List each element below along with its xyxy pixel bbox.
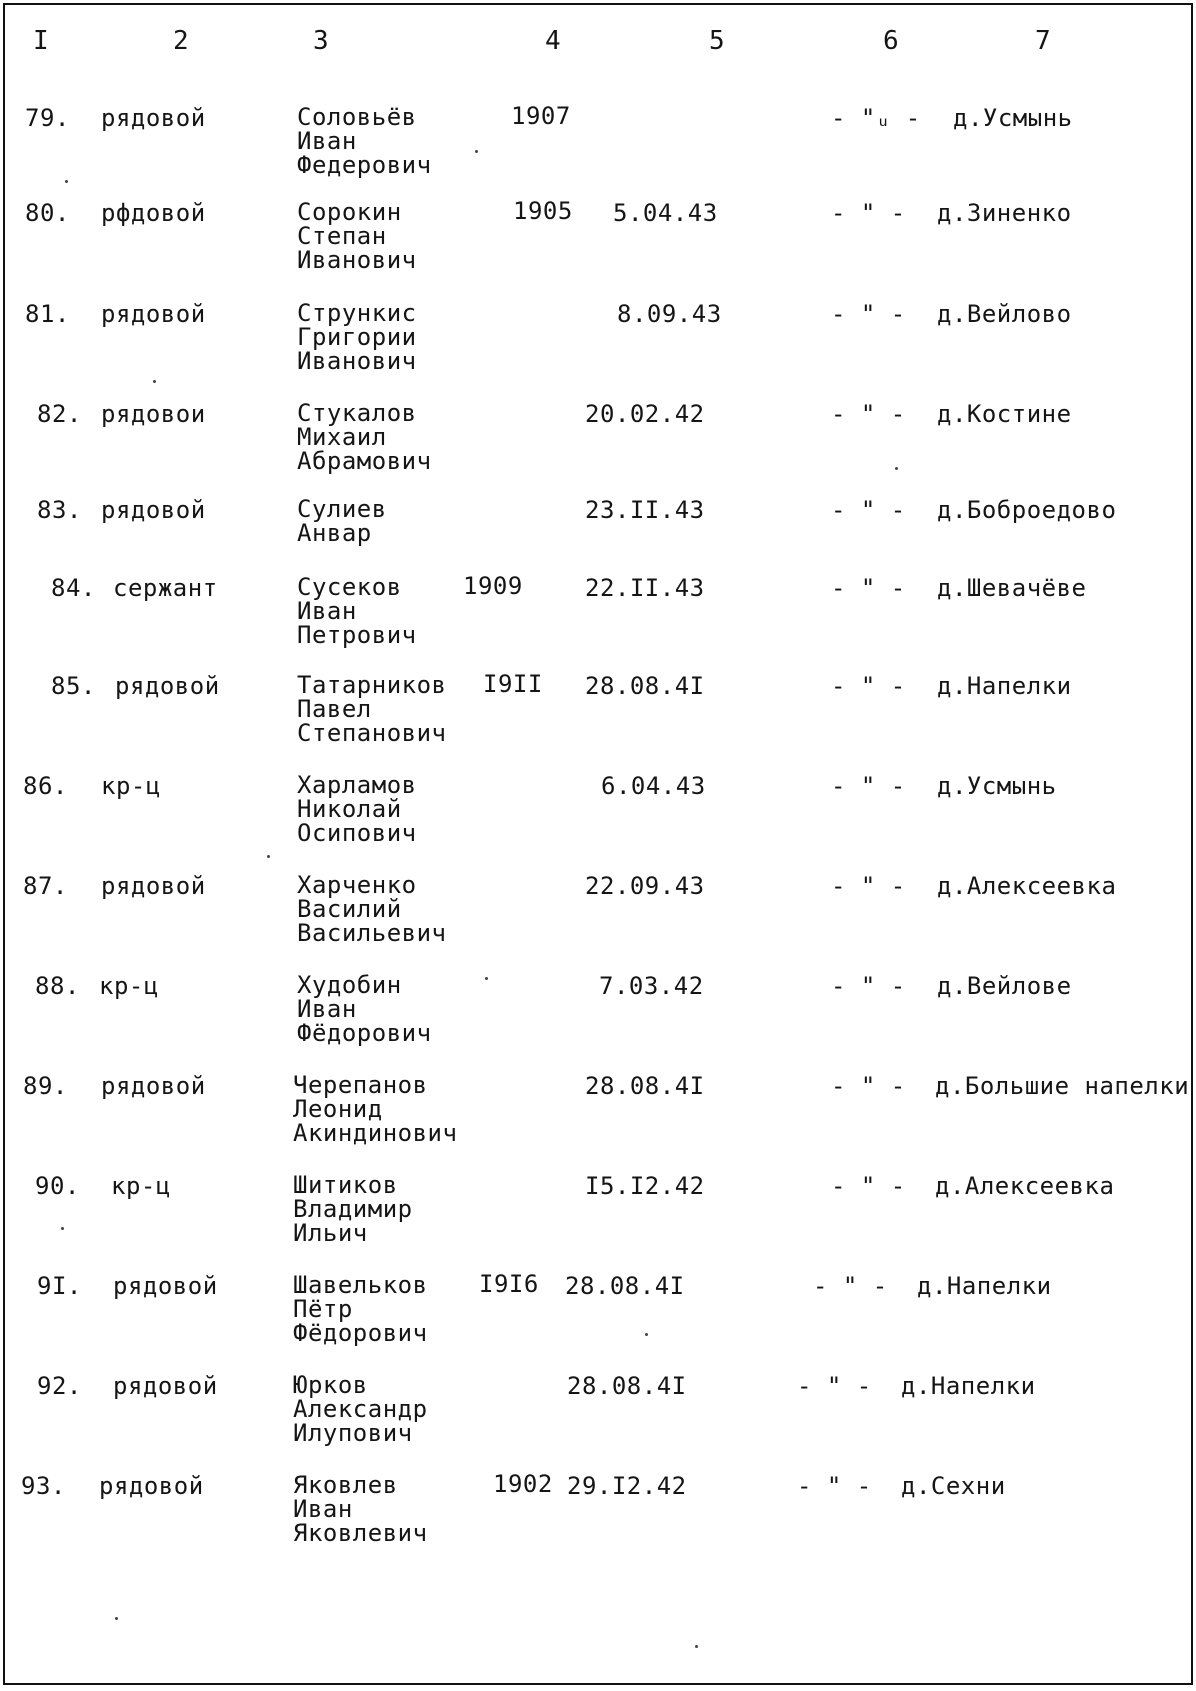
row-death-date: 23.II.43 <box>585 496 705 524</box>
name-part: Черепанов <box>293 1071 428 1099</box>
row-ditto-mark: - " - <box>831 574 906 602</box>
row-rank: рядовой <box>101 872 206 900</box>
scan-speck <box>61 1227 64 1230</box>
name-part: Николай <box>297 795 402 823</box>
row-death-date: I5.I2.42 <box>585 1172 705 1200</box>
row-death-date: 28.08.4I <box>565 1272 685 1300</box>
row-full-name <box>297 575 417 647</box>
row-rank: рфдовой <box>101 199 206 227</box>
name-part: Иван <box>297 995 357 1023</box>
row-rank: рядовой <box>101 300 206 328</box>
row-number: 90. <box>35 1172 80 1200</box>
row-burial-place: д.Вейлове <box>937 972 1072 1000</box>
name-part: Фёдорович <box>297 1019 432 1047</box>
column-header-4: 4 <box>545 26 562 56</box>
row-full-name <box>297 200 417 272</box>
row-birth-year: I9I6 <box>479 1270 539 1298</box>
name-part: Илупович <box>293 1419 413 1447</box>
row-ditto-mark: - "ᵤ - <box>831 104 921 132</box>
name-part: Сусеков <box>297 573 402 601</box>
name-part: Иванович <box>297 347 417 375</box>
name-part: Абрамович <box>297 447 432 475</box>
row-death-date: 28.08.4I <box>585 1072 705 1100</box>
row-birth-year: 1909 <box>463 572 523 600</box>
name-part: Шитиков <box>293 1171 398 1199</box>
row-ditto-mark: - " - <box>831 1072 906 1100</box>
row-ditto-mark: - " - <box>797 1372 872 1400</box>
row-full-name <box>293 1473 428 1545</box>
scan-speck <box>895 467 898 470</box>
row-rank: сержант <box>113 574 218 602</box>
row-number: 92. <box>37 1372 82 1400</box>
name-part: Худобин <box>297 971 402 999</box>
name-part: Харламов <box>297 771 417 799</box>
row-rank: кр-ц <box>99 972 159 1000</box>
scan-speck <box>645 1333 648 1336</box>
scan-speck <box>65 180 68 183</box>
row-number: 83. <box>37 496 82 524</box>
name-part: Васильевич <box>297 919 447 947</box>
row-burial-place: д.Костине <box>937 400 1072 428</box>
row-full-name <box>297 773 417 845</box>
row-death-date: 8.09.43 <box>617 300 722 328</box>
name-part: Иван <box>297 127 357 155</box>
column-header-6: 6 <box>883 26 900 56</box>
row-burial-place: д.Боброедово <box>937 496 1117 524</box>
row-rank: рядовой <box>101 104 206 132</box>
name-part: Иванович <box>297 246 417 274</box>
name-part: Стрункис <box>297 299 417 327</box>
row-death-date: 22.II.43 <box>585 574 705 602</box>
name-part: Александр <box>293 1395 428 1423</box>
row-rank: кр-ц <box>111 1172 171 1200</box>
row-full-name <box>297 673 447 745</box>
name-part: Степан <box>297 222 387 250</box>
row-birth-year: 1902 <box>493 1470 553 1498</box>
row-rank: кр-ц <box>101 772 161 800</box>
row-number: 88. <box>35 972 80 1000</box>
name-part: Осипович <box>297 819 417 847</box>
row-number: 84. <box>51 574 96 602</box>
row-full-name <box>297 973 432 1045</box>
row-rank: рядовой <box>101 496 206 524</box>
row-number: 86. <box>23 772 68 800</box>
row-death-date: 29.I2.42 <box>567 1472 687 1500</box>
row-rank: рядовой <box>99 1472 204 1500</box>
name-part: Анвар <box>297 519 372 547</box>
name-part: Сорокин <box>297 198 402 226</box>
row-ditto-mark: - " - <box>831 672 906 700</box>
row-full-name <box>293 1373 428 1445</box>
row-birth-year: I9II <box>483 670 543 698</box>
row-full-name <box>297 105 432 177</box>
row-death-date: 6.04.43 <box>601 772 706 800</box>
row-death-date: 28.08.4I <box>585 672 705 700</box>
row-number: 9I. <box>37 1272 82 1300</box>
row-full-name <box>297 401 432 473</box>
row-number: 81. <box>25 300 70 328</box>
name-part: Василий <box>297 895 402 923</box>
row-full-name <box>297 497 387 545</box>
row-ditto-mark: - " - <box>797 1472 872 1500</box>
row-full-name <box>293 1073 457 1145</box>
row-number: 79. <box>25 104 70 132</box>
scan-speck <box>695 1645 698 1648</box>
name-part: Иван <box>293 1495 353 1523</box>
column-header-3: 3 <box>313 26 330 56</box>
row-number: 82. <box>37 400 82 428</box>
name-part: Иван <box>297 597 357 625</box>
column-header-1: I <box>33 26 50 56</box>
row-death-date: 5.04.43 <box>613 199 718 227</box>
name-part: Шавельков <box>293 1271 428 1299</box>
name-part: Соловьёв <box>297 103 417 131</box>
row-full-name <box>293 1173 413 1245</box>
row-number: 85. <box>51 672 96 700</box>
row-number: 89. <box>23 1072 68 1100</box>
row-number: 87. <box>23 872 68 900</box>
column-header-2: 2 <box>173 26 190 56</box>
row-birth-year: 1905 <box>513 197 573 225</box>
name-part: Акиндинович <box>293 1119 458 1147</box>
row-burial-place: д.Алексеевка <box>935 1172 1115 1200</box>
name-part: Пётр <box>293 1295 353 1323</box>
row-burial-place: д.Большие напелки <box>935 1072 1190 1100</box>
row-number: 80. <box>25 199 70 227</box>
row-burial-place: д.Напелки <box>937 672 1072 700</box>
row-birth-year: 1907 <box>511 102 571 130</box>
row-burial-place: д.Зиненко <box>937 199 1072 227</box>
row-burial-place: д.Усмынь <box>953 104 1073 132</box>
row-death-date: 7.03.42 <box>599 972 704 1000</box>
row-death-date: 22.09.43 <box>585 872 705 900</box>
row-burial-place: д.Алексеевка <box>937 872 1117 900</box>
row-rank: рядовой <box>115 672 220 700</box>
name-part: Юрков <box>293 1371 368 1399</box>
row-death-date: 20.02.42 <box>585 400 705 428</box>
row-rank: рядовои <box>101 400 206 428</box>
row-burial-place: д.Вейлово <box>937 300 1072 328</box>
name-part: Татарников <box>297 671 447 699</box>
name-part: Сулиев <box>297 495 387 523</box>
name-part: Яковлевич <box>293 1519 428 1547</box>
name-part: Ильич <box>293 1219 368 1247</box>
row-ditto-mark: - " - <box>831 400 906 428</box>
name-part: Фёдорович <box>293 1319 428 1347</box>
name-part: Леонид <box>293 1095 383 1123</box>
row-ditto-mark: - " - <box>831 300 906 328</box>
row-full-name <box>297 873 447 945</box>
column-header-7: 7 <box>1035 26 1052 56</box>
row-rank: рядовой <box>113 1372 218 1400</box>
column-header-5: 5 <box>709 26 726 56</box>
row-ditto-mark: - " - <box>813 1272 888 1300</box>
name-part: Павел <box>297 695 372 723</box>
row-number: 93. <box>21 1472 66 1500</box>
row-ditto-mark: - " - <box>831 872 906 900</box>
row-burial-place: д.Напелки <box>901 1372 1036 1400</box>
scan-speck <box>153 380 156 383</box>
row-burial-place: д.Напелки <box>917 1272 1052 1300</box>
scan-speck <box>115 1617 118 1620</box>
name-part: Владимир <box>293 1195 413 1223</box>
row-burial-place: д.Усмынь <box>937 772 1057 800</box>
row-rank: рядовой <box>113 1272 218 1300</box>
row-burial-place: д.Шевачёве <box>937 574 1087 602</box>
document-page <box>3 3 1193 1685</box>
row-burial-place: д.Сехни <box>901 1472 1006 1500</box>
row-rank: рядовой <box>101 1072 206 1100</box>
row-full-name <box>297 301 417 373</box>
name-part: Григории <box>297 323 417 351</box>
row-ditto-mark: - " - <box>831 972 906 1000</box>
row-ditto-mark: - " - <box>831 496 906 524</box>
scan-speck <box>485 977 488 980</box>
name-part: Михаил <box>297 423 387 451</box>
row-ditto-mark: - " - <box>831 199 906 227</box>
name-part: Яковлев <box>293 1471 398 1499</box>
name-part: Стукалов <box>297 399 417 427</box>
scan-speck <box>475 150 478 153</box>
name-part: Федерович <box>297 151 432 179</box>
row-full-name <box>293 1273 428 1345</box>
name-part: Степанович <box>297 719 447 747</box>
name-part: Харченко <box>297 871 417 899</box>
row-ditto-mark: - " - <box>831 772 906 800</box>
row-ditto-mark: - " - <box>831 1172 906 1200</box>
row-death-date: 28.08.4I <box>567 1372 687 1400</box>
name-part: Петрович <box>297 621 417 649</box>
scan-speck <box>267 855 270 858</box>
